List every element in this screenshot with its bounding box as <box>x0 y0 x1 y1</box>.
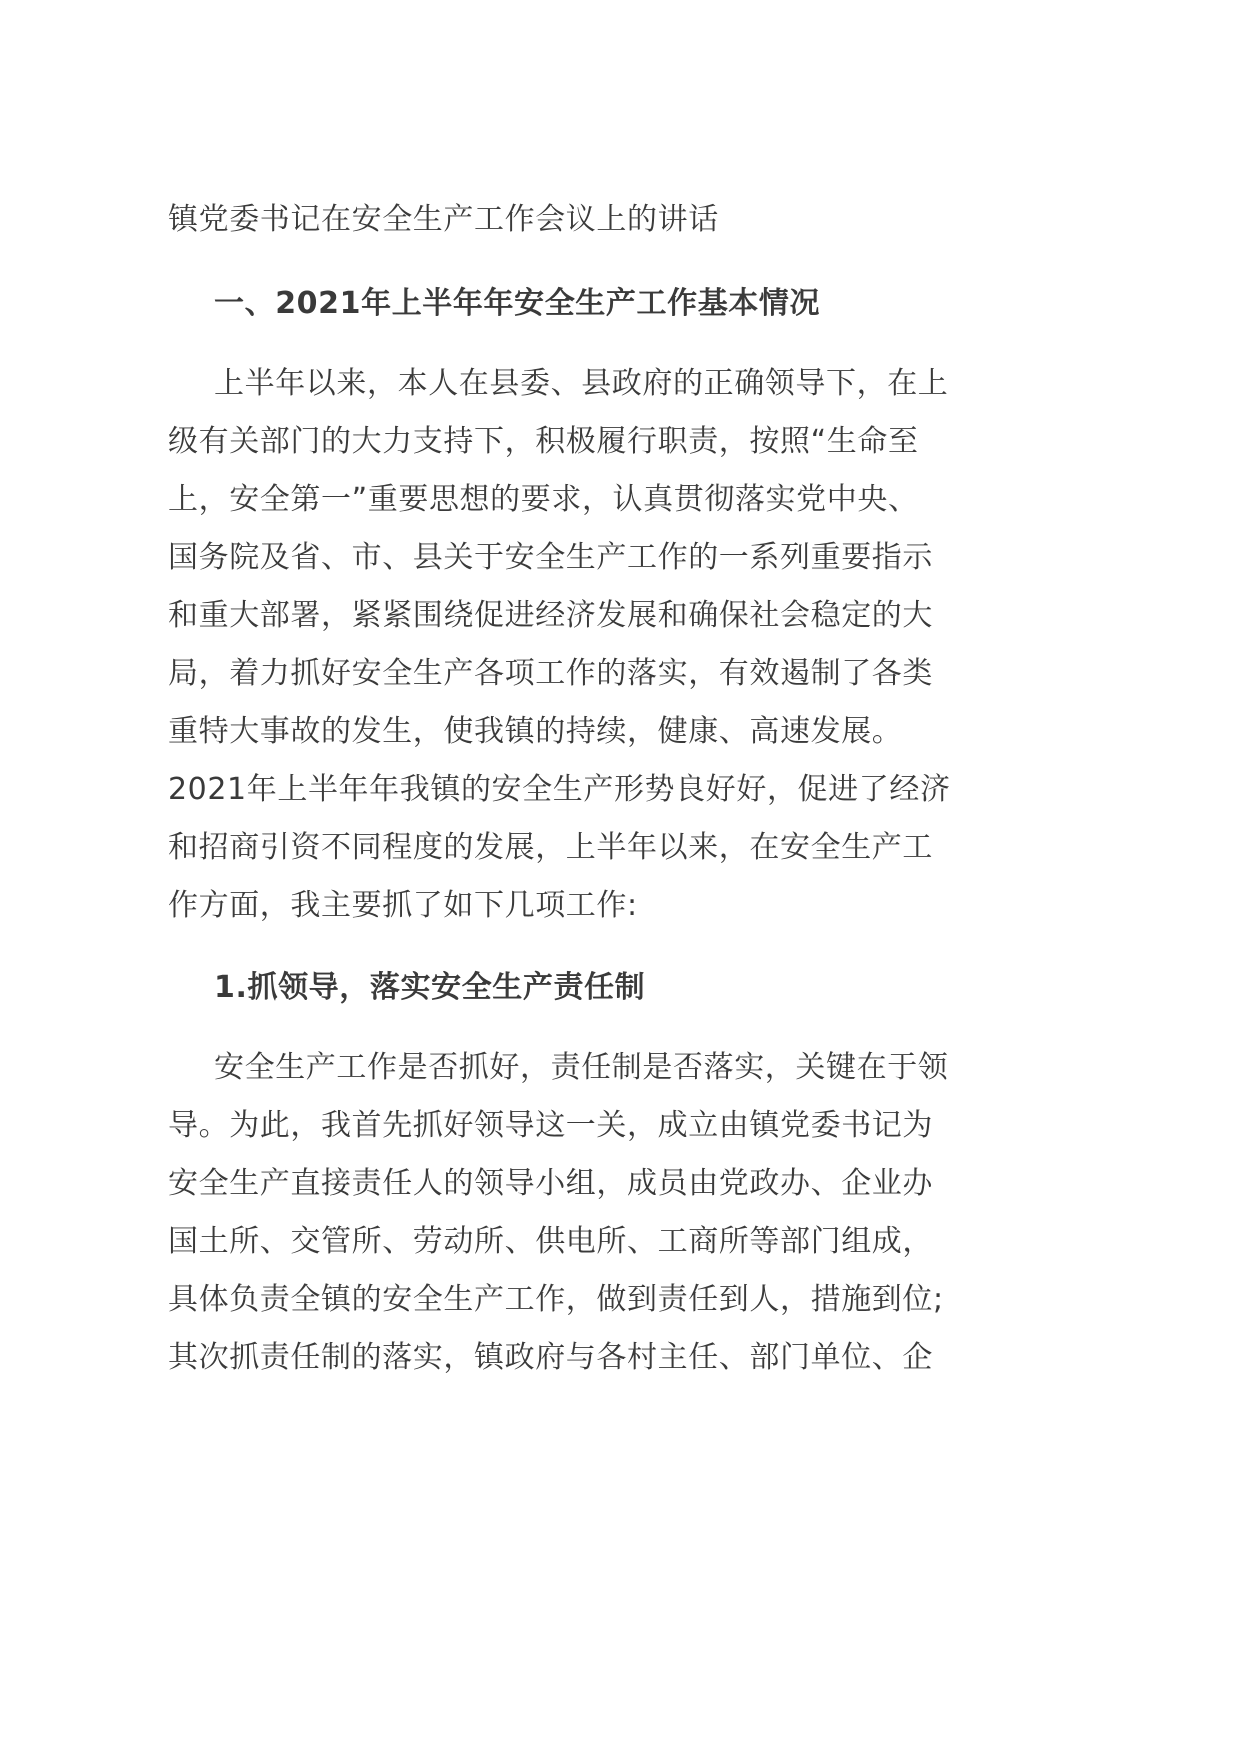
subsection-heading: 1.抓领导，落实安全生产责任制 <box>214 970 646 1005</box>
paragraph-line: 上，安全第一”重要思想的要求，认真贯彻落实党中央、 <box>168 482 919 517</box>
paragraph-line: 级有关部门的大力支持下，积极履行职责，按照“生命至 <box>168 424 919 459</box>
paragraph-line: 和招商引资不同程度的发展，上半年以来，在安全生产工 <box>168 830 933 865</box>
paragraph-line: 2021年上半年年我镇的安全生产形势良好好，促进了经济 <box>168 772 951 807</box>
section-heading: 一、2021年上半年年安全生产工作基本情况 <box>214 286 821 321</box>
paragraph-line: 重特大事故的发生，使我镇的持续，健康、高速发展。 <box>168 714 903 749</box>
paragraph-line: 和重大部署，紧紧围绕促进经济发展和确保社会稳定的大 <box>168 598 933 633</box>
paragraph-line: 导。为此，我首先抓好领导这一关，成立由镇党委书记为 <box>168 1108 933 1143</box>
paragraph-line: 其次抓责任制的落实，镇政府与各村主任、部门单位、企 <box>168 1340 933 1375</box>
paragraph-line: 局，着力抓好安全生产各项工作的落实，有效遏制了各类 <box>168 656 933 691</box>
paragraph-line: 安全生产直接责任人的领导小组，成员由党政办、企业办 <box>168 1166 933 1201</box>
paragraph-line: 国务院及省、市、县关于安全生产工作的一系列重要指示 <box>168 540 933 575</box>
document-title: 镇党委书记在安全生产工作会议上的讲话 <box>168 202 719 237</box>
paragraph-line: 具体负责全镇的安全生产工作，做到责任到人，措施到位; <box>168 1282 944 1317</box>
paragraph-line: 国土所、交管所、劳动所、供电所、工商所等部门组成， <box>168 1224 933 1259</box>
paragraph-line: 上半年以来，本人在县委、县政府的正确领导下，在上 <box>214 366 949 401</box>
paragraph-line: 安全生产工作是否抓好，责任制是否落实，关键在于领 <box>214 1050 949 1085</box>
paragraph-line: 作方面，我主要抓了如下几项工作: <box>168 888 638 923</box>
